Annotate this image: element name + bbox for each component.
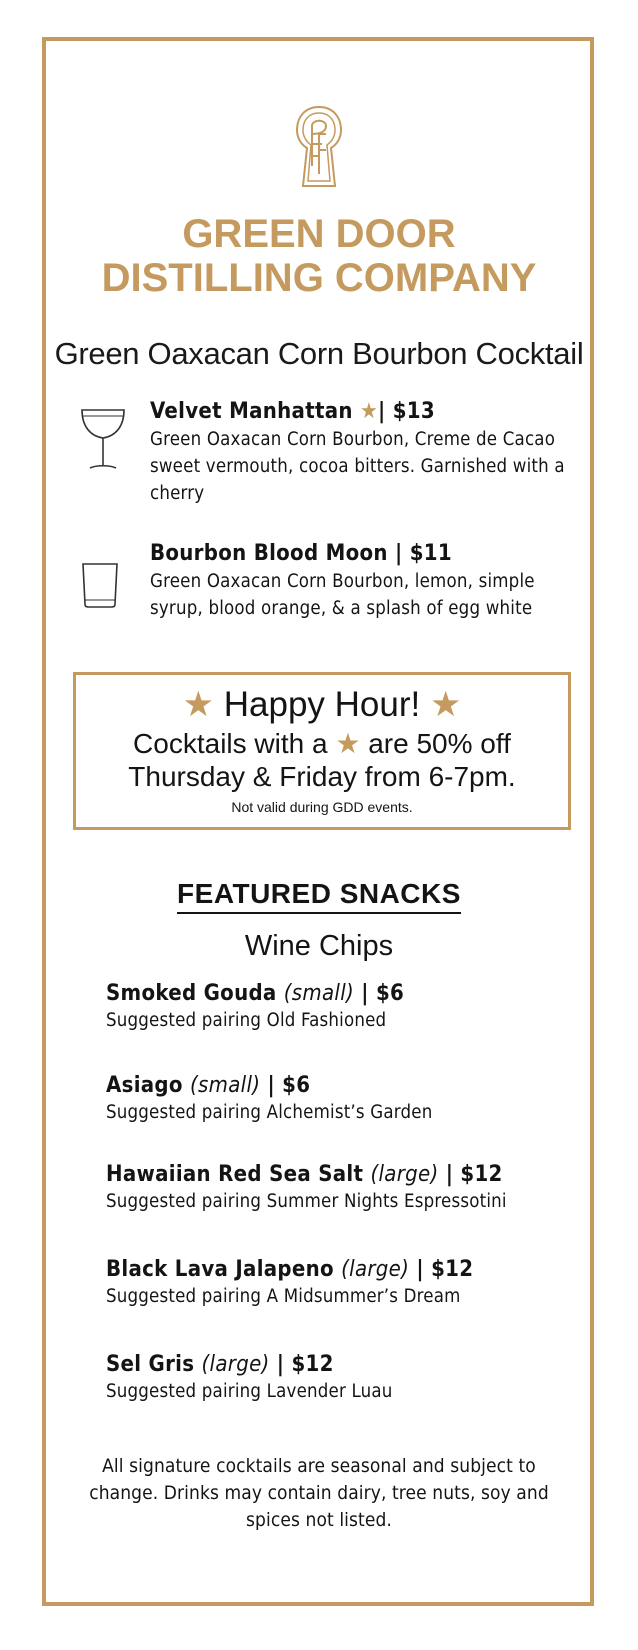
happy-hour-title <box>76 683 568 727</box>
snack-item <box>106 980 586 1034</box>
brand-name-line2: DISTILLING COMPANY <box>101 256 537 300</box>
snack-name <box>106 1351 586 1379</box>
snack-pairing: Suggested pairing Summer Nights Espressotini <box>106 1191 507 1212</box>
snack-price: | $6 <box>267 1073 311 1098</box>
drink-description: Green Oaxacan Corn Bourbon, Creme de Cacao sweet vermouth, cocoa bitters. Garnished with a cherry <box>150 429 565 504</box>
snack-price: | $12 <box>445 1162 503 1187</box>
happy-hour-line1-post: are 50% off <box>368 728 511 759</box>
snack-pairing: Suggested pairing Lavender Luau <box>106 1381 393 1402</box>
snack-name <box>106 980 586 1008</box>
star-icon: ★ <box>335 728 361 759</box>
rocks-glass-icon <box>80 560 120 610</box>
star-icon: ★ <box>429 685 462 724</box>
happy-hour-title-text: Happy Hour! <box>223 685 421 724</box>
snack-price: | $12 <box>416 1257 474 1282</box>
cocktail-section-title: Green Oaxacan Corn Bourbon Cocktail <box>54 336 584 371</box>
happy-hour-box <box>73 672 571 830</box>
star-icon: ★ <box>182 685 215 724</box>
menu-disclaimer: All signature cocktails are seasonal and subject to change. Drinks may contain dairy, tree nuts, soy and spices not listed. <box>89 1455 549 1531</box>
snack-pairing: Suggested pairing A Midsummer’s Dream <box>106 1286 461 1307</box>
drink-name-text: Velvet Manhattan <box>150 399 353 424</box>
drink-price: | $13 <box>378 399 435 424</box>
drink-name: Bourbon Blood Moon | $11 <box>150 541 452 566</box>
star-icon: ★ <box>359 399 379 424</box>
snack-name <box>106 1072 586 1100</box>
happy-hour-line1-pre: Cocktails with a <box>133 728 328 759</box>
snack-size: (large) <box>201 1352 270 1377</box>
coupe-glass-icon <box>78 406 128 472</box>
snack-size: (large) <box>370 1162 439 1187</box>
drink-description: Green Oaxacan Corn Bourbon, lemon, simple syrup, blood orange, & a splash of egg white <box>150 571 535 619</box>
snack-name <box>106 1256 586 1284</box>
drink-item <box>150 540 580 622</box>
snack-name-text: Sel Gris <box>106 1352 195 1377</box>
snack-name-text: Black Lava Jalapeno <box>106 1257 334 1282</box>
snacks-subtitle: Wine Chips <box>244 930 394 962</box>
brand-name-line1: GREEN DOOR <box>182 212 456 256</box>
drink-name <box>150 398 580 426</box>
snacks-title <box>0 878 638 914</box>
happy-hour-note: Not valid during GDD events. <box>231 799 413 815</box>
happy-hour-line2: Thursday & Friday from 6-7pm. <box>128 761 516 792</box>
snack-item <box>106 1161 586 1215</box>
snack-item <box>106 1072 586 1126</box>
happy-hour-line1 <box>76 727 568 760</box>
snack-price: | $12 <box>276 1352 334 1377</box>
snack-price: | $6 <box>361 981 405 1006</box>
snack-item <box>106 1256 586 1310</box>
snack-name-text: Smoked Gouda <box>106 981 277 1006</box>
snack-pairing: Suggested pairing Alchemist’s Garden <box>106 1102 433 1123</box>
snack-item <box>106 1351 586 1405</box>
keyhole-door-monogram-icon <box>292 104 346 190</box>
snack-name <box>106 1161 586 1189</box>
snack-name-text: Hawaiian Red Sea Salt <box>106 1162 364 1187</box>
drink-item <box>150 398 580 507</box>
snack-pairing: Suggested pairing Old Fashioned <box>106 1010 387 1031</box>
snack-size: (small) <box>283 981 355 1006</box>
snacks-title-text: FEATURED SNACKS <box>177 878 461 914</box>
snack-name-text: Asiago <box>106 1073 183 1098</box>
snack-size: (large) <box>341 1257 410 1282</box>
snack-size: (small) <box>190 1073 261 1098</box>
